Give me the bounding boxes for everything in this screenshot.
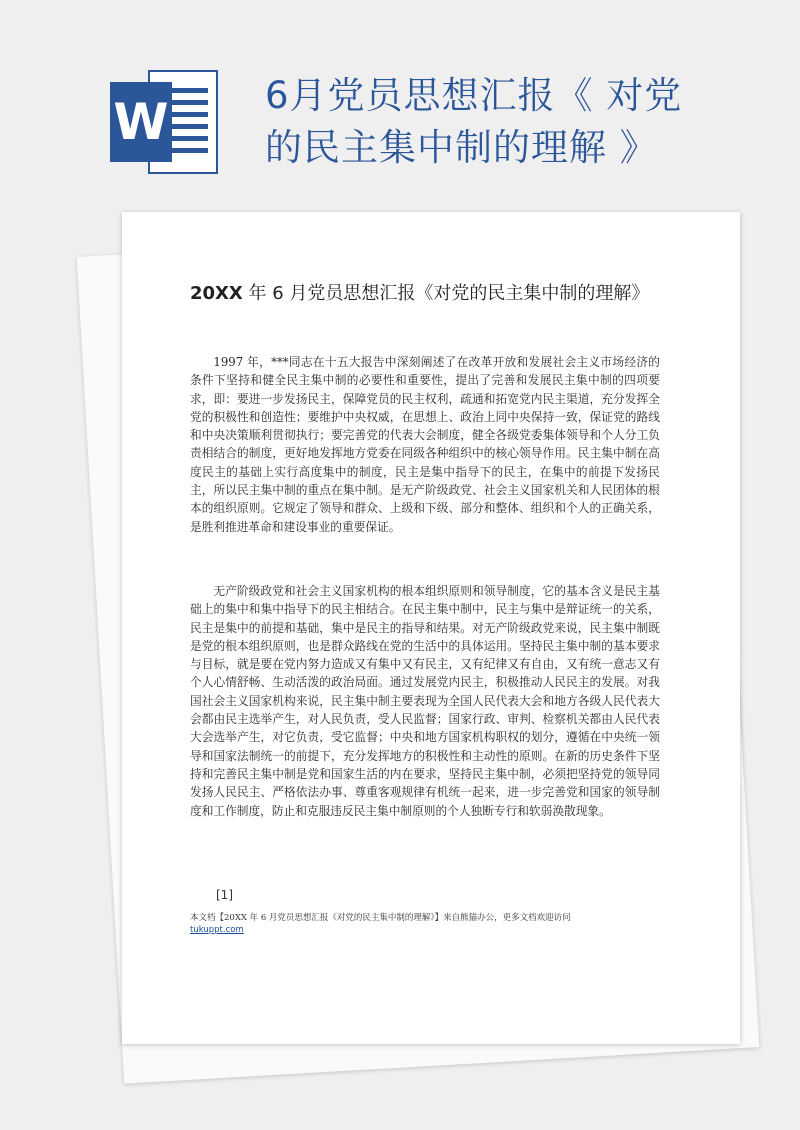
document-page xyxy=(122,212,740,1044)
source-link[interactable]: tukuppt.com xyxy=(190,925,244,935)
page-title: 6月党员思想汇报《 对党的民主集中制的理解 》 xyxy=(265,74,683,169)
body-paragraph: 1997 年，***同志在十五大报告中深刻阐述了在改革开放和发展社会主义市场经济的条件下坚持和健全民主集中制的必要性和重要性，提出了完善和发展民主集中制的四项要求，即：要进一步发扬民主，保障党员的民主权利，疏通和拓宽党内民主渠道，充分发挥全党的积极性和创造性；要维护中央权威，在思想上、政治上同中央保持一致，保证党的路线和中央决策顺利贯彻执行；要完善党的代表大会制度，健全各级党委集体领导和个人分工负责相结合的制度，更好地发挥地方党委在同级各种组织中的核心领导作用。民主集中制在高度民主的基础上实行高度集中的制度，民主是集中指导下的民主，在集中的前提下发扬民主，所以民主集中制的重点在集中制。是无产阶级政党、社会主义国家机关和人民团体的根本的组织原则。它规定了领导和群众、上级和下级、部分和整体、组织和个人的正确关系，是胜利推进革命和建设事业的重要保证。 xyxy=(190,355,660,534)
word-letter-badge: W xyxy=(110,82,172,162)
word-app-icon xyxy=(110,70,218,174)
source-text: 本文档【20XX 年 6 月党员思想汇报《对党的民主集中制的理解》】来自熊猫办公，更多文档欢迎访问 xyxy=(190,913,571,923)
source-note xyxy=(190,912,680,936)
title-year: 20XX xyxy=(190,283,243,304)
footnote-reference: [1] xyxy=(216,888,233,902)
body-paragraph: 无产阶级政党和社会主义国家机构的根本组织原则和领导制度，它的基本含义是民主基础上的集中和集中指导下的民主相结合。在民主集中制中，民主与集中是辩证统一的关系，民主是集中的前提和基础，集中是民主的指导和结果。对无产阶级政党来说，民主集中制既是党的根本组织原则，也是群众路线在党的生活中的具体运用。坚持民主集中制的基本要求与目标，就是要在党内努力造成又有集中又有民主，又有纪律又有自由，又有统一意志又有个人心情舒畅、生动活泼的政治局面。通过发展党内民主，积极推动人民民主的发展。对我国社会主义国家机构来说，民主集中制主要表现为全国人民代表大会和地方各级人民代表大会都由民主选举产生，对人民负责，受人民监督；国家行政、审判、检察机关都由人民代表大会选举产生，对它负责，受它监督；中央和地方国家机构职权的划分，遵循在中央统一领导和国家法制统一的前提下，充分发挥地方的积极性和主动性的原则。在新的历史条件下坚持和完善民主集中制是党和国家生活的内在要求，坚持民主集中制，必须把坚持党的领导同发扬人民民主、严格依法办事、尊重客观规律有机统一起来，进一步完善党和国家的领导制度和工作制度，防止和克服违反民主集中制原则的个人独断专行和软弱涣散现象。 xyxy=(190,584,660,818)
document-title xyxy=(190,280,650,308)
title-text: 年 6 月党员思想汇报《对党的民主集中制的理解》 xyxy=(242,283,650,304)
